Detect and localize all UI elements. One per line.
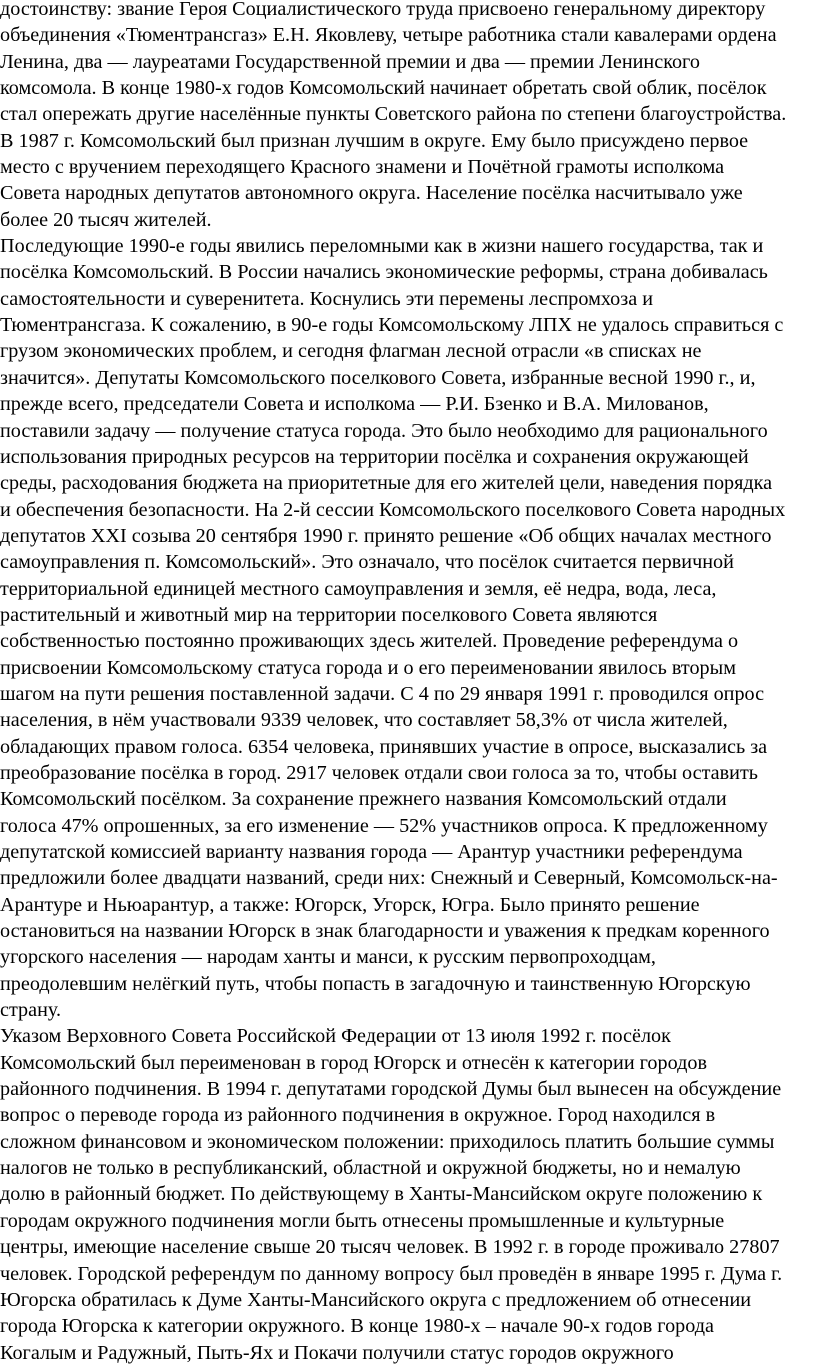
text-line: среды, расходования бюджета на приоритетные для его жителей цели, наведения порядка — [0, 472, 773, 495]
text-line: Тюментрансгаза. К сожалению, в 90-е годы Комсомольскому ЛПХ не удалось справиться с — [0, 314, 784, 337]
text-line: преодолевшим нелёгкий путь, чтобы попасть в загадочную и таинственную Югорскую — [0, 972, 751, 995]
text-line: страну. — [0, 999, 61, 1022]
text-line: преобразование посёлка в город. 2917 человек отдали свои голоса за то, чтобы оставить — [0, 761, 758, 784]
text-line: депутатов XXI созыва 20 сентября 1990 г. принято решение «Об общих началах местного — [0, 524, 772, 547]
text-line: и обеспечения безопасности. На 2-й сессии Комсомольского поселкового Совета народных — [0, 498, 786, 521]
text-line: Ленина, два — лауреатами Государственной премии и два — премии Ленинского — [0, 50, 700, 73]
text-line: голоса 47% опрошенных, за его изменение — 52% участников опроса. К предложенному — [0, 814, 768, 837]
text-line: посёлка Комсомольский. В России начались экономические реформы, страна добивалась — [0, 261, 768, 284]
text-line: предложили более двадцати названий, среди них: Снежный и Северный, Комсомольск-на- — [0, 867, 778, 890]
text-line: В 1987 г. Комсомольский был признан лучшим в округе. Ему было присуждено первое — [0, 129, 749, 152]
text-line: более 20 тысяч жителей. — [0, 208, 212, 231]
text-line: долю в районный бюджет. По действующему в Ханты-Мансийском округе положению к — [0, 1183, 763, 1206]
text-line: самостоятельности и суверенитета. Коснулись эти перемены леспромхоза и — [0, 287, 654, 310]
text-line: территориальной единицей местного самоуправления и земля, её недра, вода, леса, — [0, 577, 717, 600]
text-line: растительный и животный мир на территории поселкового Совета являются — [0, 603, 658, 626]
text-line: города Югорска к категории окружного. В конце 1980-х – начале 90-х годов города — [0, 1315, 714, 1338]
text-line: вопрос о переводе города из районного подчинения в окружное. Город находился в — [0, 1104, 716, 1127]
text-line: использования природных ресурсов на территории посёлка и сохранения окружающей — [0, 445, 749, 468]
text-line: достоинству: звание Героя Социалистического труда присвоено генеральному директору — [0, 0, 766, 20]
text-line: шагом на пути решения поставленной задачи. С 4 по 29 января 1991 г. проводился опрос — [0, 682, 765, 705]
paragraph-yugorsk-status — [0, 1023, 816, 1365]
text-line: сложном финансовом и экономическом положении: приходилось платить большие суммы — [0, 1130, 775, 1153]
text-line: Югорска обратилась к Думе Ханты-Мансийского округа с предложением об отнесении — [0, 1288, 752, 1311]
text-line: объединения «Тюментрансгаз» Е.Н. Яковлеву, четыре работника стали кавалерами ордена — [0, 24, 777, 47]
text-line: обладающих правом голоса. 6354 человека, принявших участие в опросе, высказались за — [0, 735, 768, 758]
text-line: городам окружного подчинения могли быть отнесены промышленные и культурные — [0, 1209, 725, 1232]
text-line: стал опережать другие населённые пункты Советского района по степени благоустройства. — [0, 103, 787, 126]
text-line: присвоении Комсомольскому статуса города и о его переименовании явилось вторым — [0, 656, 736, 679]
text-line: человек. Городской референдум по данному вопросу был проведён в январе 1995 г. Дума г. — [0, 1262, 783, 1285]
text-line: Последующие 1990-е годы явились переломными как в жизни нашего государства, так и — [0, 235, 764, 258]
text-line: налогов не только в республиканский, областной и окружной бюджеты, но и немалую — [0, 1157, 741, 1180]
text-line: место с вручением переходящего Красного знамени и Почётной грамоты исполкома — [0, 156, 725, 179]
text-line: Указом Верховного Совета Российской Федерации от 13 июля 1992 г. посёлок — [0, 1025, 671, 1048]
text-line: центры, имеющие население свыше 20 тысяч человек. В 1992 г. в городе проживало 27807 — [0, 1236, 780, 1259]
paragraph-1990s — [0, 233, 816, 1023]
text-line: Когалым и Радужный, Пыть-Ях и Покачи получили статус городов окружного — [0, 1341, 674, 1364]
text-line: районного подчинения. В 1994 г. депутатами городской Думы был вынесен на обсуждение — [0, 1078, 782, 1101]
text-line: самоуправления п. Комсомольский». Это означало, что посёлок считается первичной — [0, 551, 734, 574]
text-line: грузом экономических проблем, и сегодня флагман лесной отрасли «в списках не — [0, 340, 702, 363]
text-line: Комсомольский был переименован в город Югорск и отнесён к категории городов — [0, 1051, 708, 1074]
text-line: поставили задачу — получение статуса города. Это было необходимо для рационального — [0, 419, 768, 442]
text-line: Арантуре и Ньюарантур, а также: Югорск, Угорск, Югра. Было принято решение — [0, 893, 700, 916]
text-line: Совета народных депутатов автономного округа. Население посёлка насчитывало уже — [0, 182, 743, 205]
text-line: прежде всего, председатели Совета и исполкома — Р.И. Бзенко и В.А. Милованов, — [0, 393, 709, 416]
text-line: собственностью постоянно проживающих здесь жителей. Проведение референдума о — [0, 630, 739, 653]
text-line: остановиться на названии Югорск в знак благодарности и уважения к предкам коренного — [0, 920, 770, 943]
text-line: комсомола. В конце 1980-х годов Комсомольский начинает обретать свой облик, посёлок — [0, 77, 767, 100]
paragraph-awards — [0, 0, 816, 233]
text-line: Комсомольский посёлком. За сохранение прежнего названия Комсомольский отдали — [0, 788, 727, 811]
text-line: значится». Депутаты Комсомольского поселкового Совета, избранные весной 1990 г., и, — [0, 366, 756, 389]
text-line: депутатской комиссией варианту названия города — Арантур участники референдума — [0, 841, 743, 863]
text-line: населения, в нём участвовали 9339 человек, что составляет 58,3% от числа жителей, — [0, 709, 728, 732]
text-line: угорского населения — народам ханты и манси, к русским первопроходцам, — [0, 946, 656, 969]
